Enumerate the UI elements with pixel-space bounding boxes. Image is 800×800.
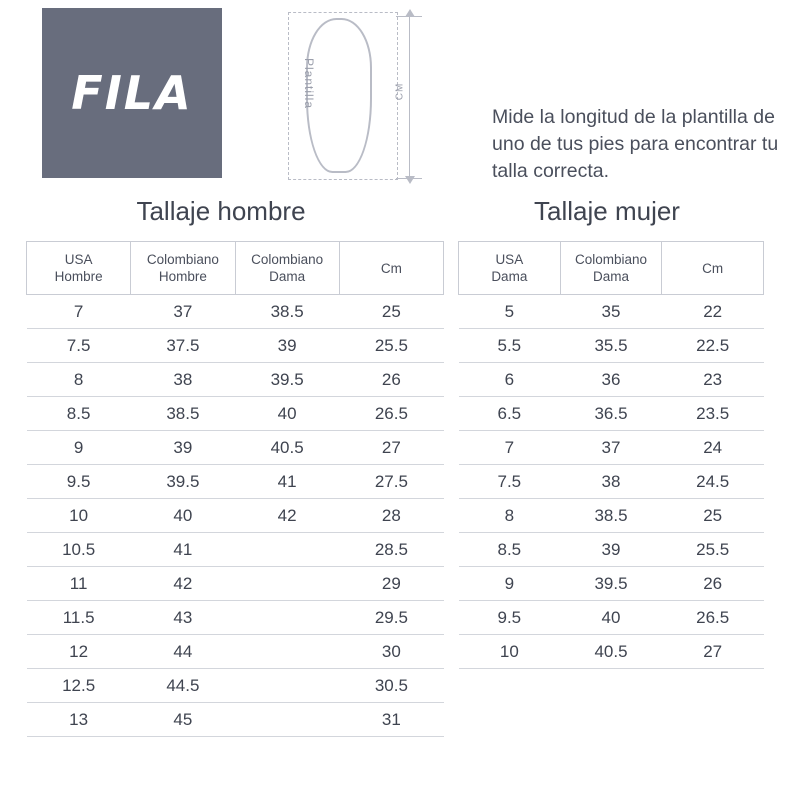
men-table-row (27, 295, 444, 329)
men-table-cell: 31 (339, 703, 443, 737)
men-table-cell: 38 (131, 363, 235, 397)
men-table-cell: 7.5 (27, 329, 131, 363)
women-column-header: Colombiano Dama (560, 242, 662, 295)
women-table-cell: 22 (662, 295, 764, 329)
men-table-body (27, 295, 444, 737)
men-table-row (27, 363, 444, 397)
men-table-cell: 11.5 (27, 601, 131, 635)
women-table-cell: 35.5 (560, 329, 662, 363)
men-table-cell: 26 (339, 363, 443, 397)
men-table-cell: 42 (235, 499, 339, 533)
fila-logo-block (42, 8, 222, 178)
women-table-cell: 36 (560, 363, 662, 397)
men-table-row (27, 499, 444, 533)
women-table-cell: 7.5 (459, 465, 561, 499)
men-table-cell: 10 (27, 499, 131, 533)
women-table-row (459, 397, 764, 431)
men-table-cell: 39 (235, 329, 339, 363)
men-table-cell: 39.5 (131, 465, 235, 499)
men-table-row (27, 329, 444, 363)
women-table-cell: 22.5 (662, 329, 764, 363)
men-table-row (27, 465, 444, 499)
men-table-cell (235, 533, 339, 567)
men-table-cell: 12.5 (27, 669, 131, 703)
women-table-cell: 24.5 (662, 465, 764, 499)
men-table-cell (235, 635, 339, 669)
women-table-row (459, 329, 764, 363)
men-table-cell: 9.5 (27, 465, 131, 499)
women-table-cell: 5.5 (459, 329, 561, 363)
men-column-header: Cm (339, 242, 443, 295)
men-table-cell: 39.5 (235, 363, 339, 397)
men-table-cell (235, 601, 339, 635)
men-table-cell: 42 (131, 567, 235, 601)
men-table-cell: 11 (27, 567, 131, 601)
women-column-header: Cm (662, 242, 764, 295)
insole-diagram (278, 6, 428, 186)
men-table-cell: 37 (131, 295, 235, 329)
men-table-cell: 27.5 (339, 465, 443, 499)
women-table-row (459, 363, 764, 397)
women-table-header-row (459, 242, 764, 295)
women-table-cell: 25.5 (662, 533, 764, 567)
men-table-row (27, 397, 444, 431)
men-table-cell: 7 (27, 295, 131, 329)
header-section (0, 0, 800, 190)
men-column-header: USA Hombre (27, 242, 131, 295)
men-table-row (27, 533, 444, 567)
women-table-cell: 38 (560, 465, 662, 499)
men-table-cell (235, 669, 339, 703)
men-table-cell: 8 (27, 363, 131, 397)
men-table-row (27, 703, 444, 737)
measure-arrow-down-icon (405, 176, 415, 184)
men-table-cell: 12 (27, 635, 131, 669)
men-table-cell: 39 (131, 431, 235, 465)
men-table-cell: 25 (339, 295, 443, 329)
men-table-cell: 40.5 (235, 431, 339, 465)
women-table-cell: 26 (662, 567, 764, 601)
women-table-row (459, 295, 764, 329)
measure-unit-label: CM (394, 82, 406, 101)
men-table-cell (235, 703, 339, 737)
men-table-row (27, 431, 444, 465)
men-table-cell: 27 (339, 431, 443, 465)
women-table-cell: 8 (459, 499, 561, 533)
men-size-table (26, 241, 444, 737)
women-table-cell: 10 (459, 635, 561, 669)
men-table-title: Tallaje hombre (136, 196, 306, 226)
women-table-row (459, 431, 764, 465)
women-table-cell: 6 (459, 363, 561, 397)
men-table-cell: 30.5 (339, 669, 443, 703)
women-table-cell: 39.5 (560, 567, 662, 601)
women-table-body (459, 295, 764, 669)
intro-text: Mide la longitud de la plantilla de uno de tus pies para encontrar tu talla correcta. (492, 106, 779, 182)
size-tables-section (0, 196, 800, 737)
men-table-container (0, 196, 444, 737)
men-table-cell: 45 (131, 703, 235, 737)
men-table-row (27, 669, 444, 703)
women-table-cell: 38.5 (560, 499, 662, 533)
women-table-cell: 23.5 (662, 397, 764, 431)
women-table-cell: 37 (560, 431, 662, 465)
men-table-cell: 28 (339, 499, 443, 533)
women-column-header: USA Dama (459, 242, 561, 295)
women-table-cell: 27 (662, 635, 764, 669)
women-table-cell: 8.5 (459, 533, 561, 567)
men-table-cell: 44 (131, 635, 235, 669)
women-table-row (459, 601, 764, 635)
women-table-cell: 36.5 (560, 397, 662, 431)
men-table-cell: 40 (131, 499, 235, 533)
women-table-cell: 24 (662, 431, 764, 465)
men-table-cell: 29 (339, 567, 443, 601)
women-table-cell: 39 (560, 533, 662, 567)
women-table-cell: 6.5 (459, 397, 561, 431)
women-table-cell: 9.5 (459, 601, 561, 635)
men-table-row (27, 635, 444, 669)
men-table-cell: 37.5 (131, 329, 235, 363)
men-table-cell: 44.5 (131, 669, 235, 703)
women-table-cell: 23 (662, 363, 764, 397)
women-table-row (459, 465, 764, 499)
women-table-cell: 40 (560, 601, 662, 635)
men-table-cell: 41 (235, 465, 339, 499)
men-table-cell: 40 (235, 397, 339, 431)
men-column-header: Colombiano Dama (235, 242, 339, 295)
women-table-cell: 5 (459, 295, 561, 329)
women-table-row (459, 567, 764, 601)
men-table-cell: 30 (339, 635, 443, 669)
men-table-cell: 9 (27, 431, 131, 465)
women-table-row (459, 533, 764, 567)
women-table-cell: 40.5 (560, 635, 662, 669)
men-table-cell: 10.5 (27, 533, 131, 567)
measure-arrow-line (409, 16, 410, 178)
men-table-cell: 38.5 (235, 295, 339, 329)
men-table-cell: 38.5 (131, 397, 235, 431)
men-table-cell: 25.5 (339, 329, 443, 363)
men-table-header-row (27, 242, 444, 295)
women-table-cell: 9 (459, 567, 561, 601)
fila-logo-text: FILA (71, 66, 193, 120)
men-table-cell: 29.5 (339, 601, 443, 635)
women-table-row (459, 635, 764, 669)
men-table-row (27, 567, 444, 601)
women-table-container (444, 196, 800, 737)
men-column-header: Colombiano Hombre (131, 242, 235, 295)
women-table-cell: 25 (662, 499, 764, 533)
women-table-row (459, 499, 764, 533)
women-size-table (458, 241, 764, 669)
measure-arrow-up-icon (405, 9, 415, 17)
insole-label: Plantilla (302, 58, 316, 110)
women-table-cell: 26.5 (662, 601, 764, 635)
women-table-cell: 35 (560, 295, 662, 329)
women-table-cell: 7 (459, 431, 561, 465)
women-table-title: Tallaje mujer (534, 196, 680, 226)
men-table-row (27, 601, 444, 635)
men-table-cell: 43 (131, 601, 235, 635)
men-table-cell: 41 (131, 533, 235, 567)
men-table-cell (235, 567, 339, 601)
men-table-cell: 13 (27, 703, 131, 737)
men-table-cell: 26.5 (339, 397, 443, 431)
men-table-cell: 28.5 (339, 533, 443, 567)
men-table-cell: 8.5 (27, 397, 131, 431)
